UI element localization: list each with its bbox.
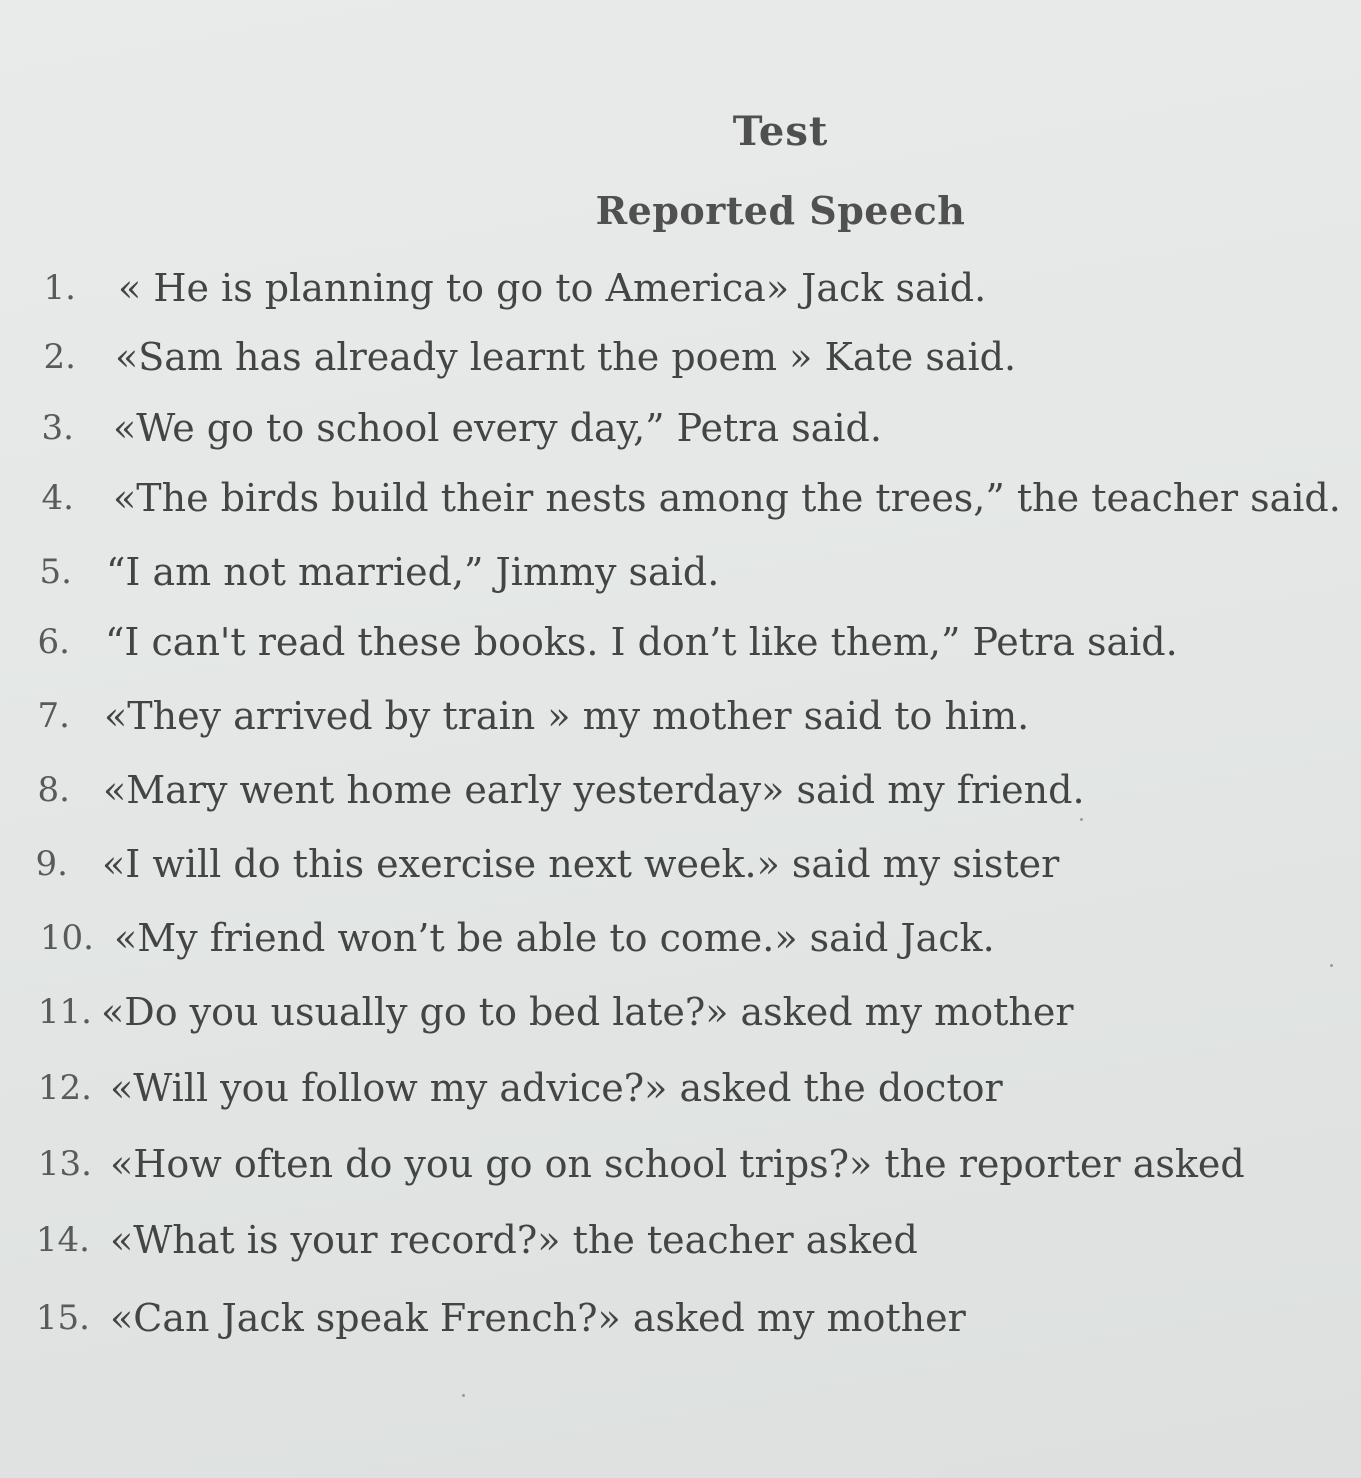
item-number: 14. — [35, 1220, 90, 1260]
item-text: “I can't read these books. I don’t like them,” Petra said. — [105, 620, 1178, 664]
item-text: «My friend won’t be able to come.» said Jack. — [114, 916, 995, 960]
item-number: 4. — [41, 478, 74, 518]
item-text: «Sam has already learnt the poem » Kate said. — [115, 335, 1017, 379]
item-number: 5. — [39, 552, 72, 592]
paper-speck — [462, 1394, 465, 1397]
item-number: 11. — [37, 992, 92, 1032]
item-number: 3. — [41, 408, 74, 448]
item-text: «Do you usually go to bed late?» asked my mother — [101, 990, 1074, 1034]
item-text: «The birds build their nests among the trees,” the teacher said. — [113, 476, 1341, 520]
item-number: 9. — [35, 844, 68, 884]
item-text: « He is planning to go to America» Jack said. — [118, 266, 987, 310]
paper-speck — [1080, 818, 1083, 821]
item-text: «They arrived by train » my mother said to him. — [104, 694, 1030, 738]
item-number: 7. — [37, 696, 70, 736]
item-number: 8. — [37, 770, 70, 810]
document-title: Test — [732, 108, 829, 155]
item-text: «We go to school every day,” Petra said. — [113, 406, 882, 450]
item-number: 12. — [37, 1068, 92, 1108]
item-text: “I am not married,” Jimmy said. — [106, 550, 720, 594]
document-subtitle: Reported Speech — [595, 188, 966, 233]
item-text: «How often do you go on school trips?» the reporter asked — [110, 1142, 1245, 1186]
item-number: 10. — [39, 918, 94, 958]
item-text: «I will do this exercise next week.» said my sister — [102, 842, 1060, 886]
paper-speck — [1330, 964, 1333, 967]
item-number: 15. — [35, 1298, 90, 1338]
item-text: «Mary went home early yesterday» said my friend. — [103, 768, 1085, 812]
item-number: 2. — [43, 337, 76, 377]
item-number: 13. — [37, 1144, 92, 1184]
item-text: «Can Jack speak French?» asked my mother — [110, 1296, 966, 1340]
item-text: «What is your record?» the teacher asked — [110, 1218, 918, 1262]
item-text: «Will you follow my advice?» asked the doctor — [110, 1066, 1003, 1110]
item-number: 6. — [37, 622, 70, 662]
item-number: 1. — [43, 268, 76, 308]
